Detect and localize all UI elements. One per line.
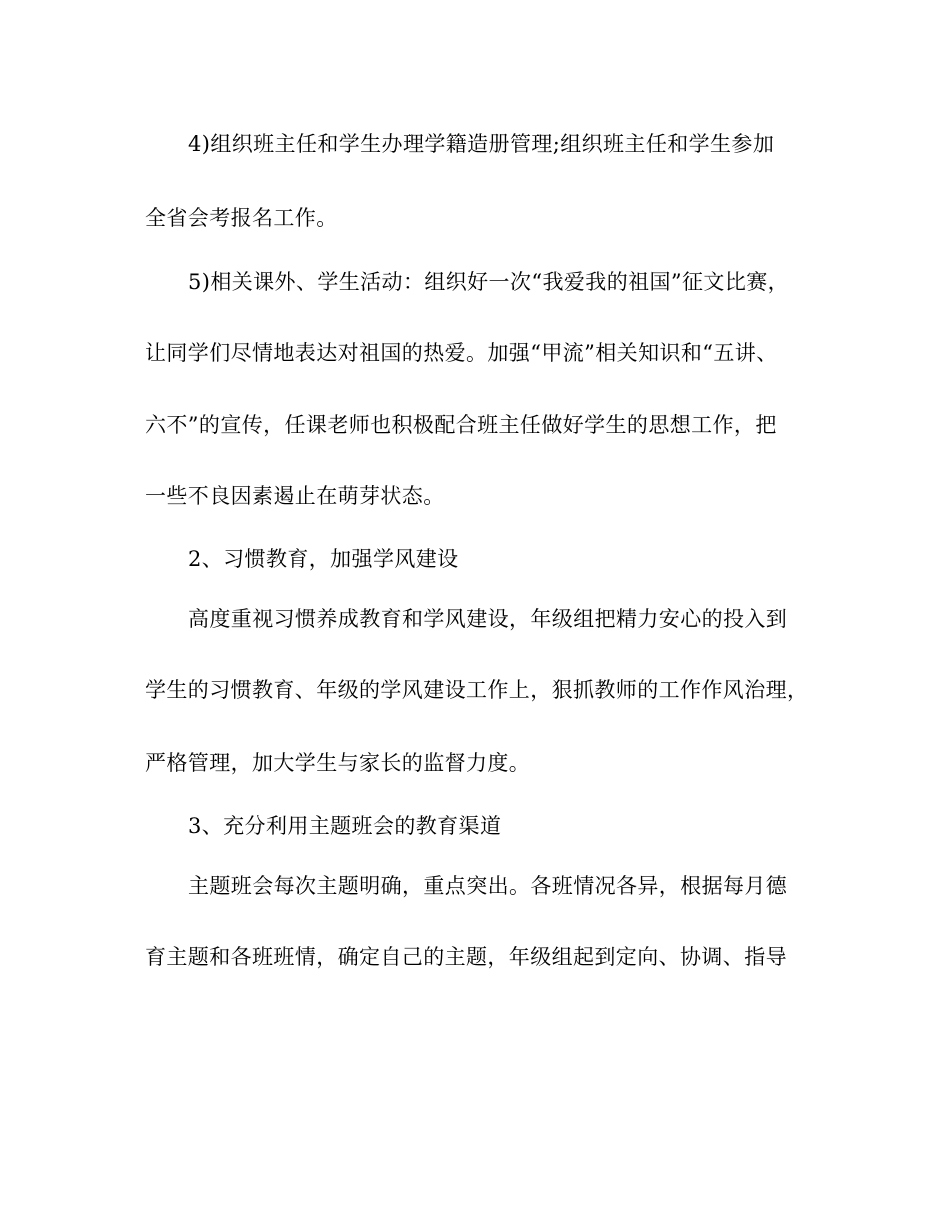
section-heading: 2、习惯教育，加强学风建设: [188, 547, 459, 571]
paragraph-line: 一些不良因素遏止在萌芽状态。: [145, 484, 445, 508]
paragraph-line: 全省会考报名工作。: [145, 206, 338, 230]
paragraph-line: 5)相关课外、学生活动：组织好一次“我爱我的祖国”征文比赛，: [188, 270, 790, 294]
paragraph-line: 主题班会每次主题明确，重点突出。各班情况各异，根据每月德: [188, 874, 788, 898]
paragraph-line: 严格管理，加大学生与家长的监督力度。: [145, 751, 531, 775]
paragraph-line: 育主题和各班班情，确定自己的主题，年级组起到定向、协调、指导: [145, 945, 787, 969]
paragraph-line: 4)组织班主任和学生办理学籍造册管理;组织班主任和学生参加: [188, 132, 775, 156]
paragraph-line: 高度重视习惯养成教育和学风建设，年级组把精力安心的投入到: [188, 607, 788, 631]
section-heading: 3、充分利用主题班会的教育渠道: [188, 814, 502, 838]
paragraph-line: 六不”的宣传，任课老师也积极配合班主任做好学生的思想工作，把: [145, 413, 777, 437]
paragraph-line: 学生的习惯教育、年级的学风建设工作上，狠抓教师的工作作风治理，: [145, 678, 809, 702]
paragraph-line: 让同学们尽情地表达对祖国的热爱。加强“甲流”相关知识和“五讲、: [145, 341, 778, 365]
